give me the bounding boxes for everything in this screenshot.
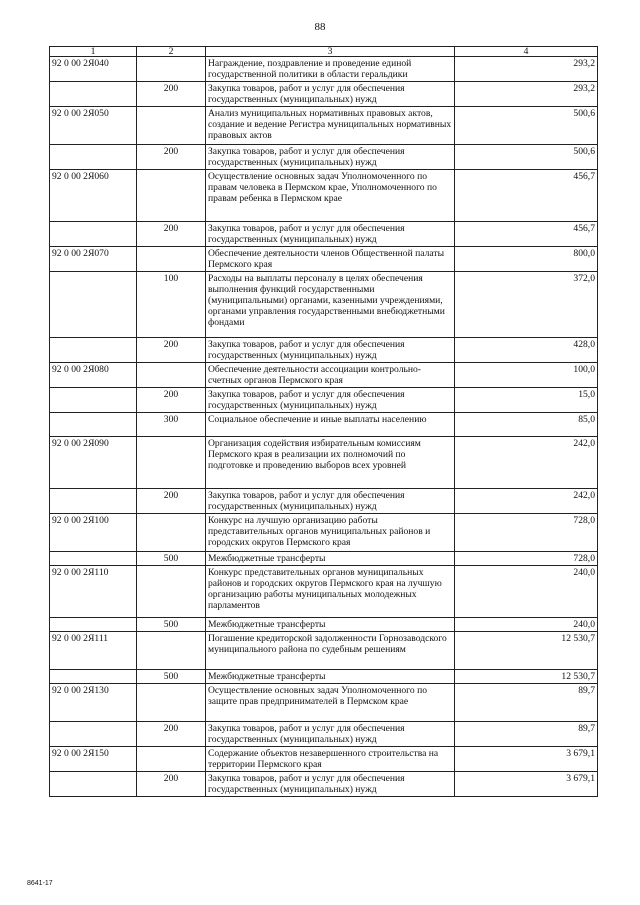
table-row: [50, 272, 598, 338]
table-row: [50, 552, 598, 566]
row-code-cell: 92 0 00 2Я040: [50, 57, 137, 82]
row-type-cell: [137, 57, 206, 82]
row-code-cell: [50, 222, 137, 247]
table-row: [50, 338, 598, 363]
row-type-cell: [137, 632, 206, 670]
table-row: [50, 722, 598, 747]
row-description-cell: Конкурс представительных органов муниципальных районов и городских округов Пермского края на лучшую организацию работы муниципальных молодежных парламентов: [206, 566, 455, 618]
row-type-cell: 200: [137, 722, 206, 747]
row-type-cell: 200: [137, 772, 206, 797]
row-type-cell: [137, 363, 206, 388]
row-code-cell: 92 0 00 2Я080: [50, 363, 137, 388]
table-row: [50, 632, 598, 670]
budget-table: [49, 46, 598, 797]
row-amount-cell: 3 679,1: [455, 747, 598, 772]
row-type-cell: 200: [137, 222, 206, 247]
row-code-cell: [50, 772, 137, 797]
table-row: [50, 413, 598, 437]
row-code-cell: 92 0 00 2Я090: [50, 437, 137, 489]
row-amount-cell: 85,0: [455, 413, 598, 437]
row-type-cell: [137, 514, 206, 552]
table-row: [50, 670, 598, 684]
row-description-cell: Анализ муниципальных нормативных правовых актов, создание и ведение Регистра муниципальных нормативных правовых актов: [206, 107, 455, 145]
row-code-cell: [50, 145, 137, 170]
row-description-cell: Содержание объектов незавершенного строительства на территории Пермского края: [206, 747, 455, 772]
row-type-cell: 200: [137, 388, 206, 413]
row-description-cell: Закупка товаров, работ и услуг для обеспечения государственных (муниципальных) нужд: [206, 388, 455, 413]
header-col-4: 4: [455, 47, 598, 57]
row-amount-cell: 456,7: [455, 170, 598, 222]
table-row: [50, 247, 598, 272]
row-description-cell: Закупка товаров, работ и услуг для обеспечения государственных (муниципальных) нужд: [206, 772, 455, 797]
header-col-3: 3: [206, 47, 455, 57]
row-amount-cell: 240,0: [455, 566, 598, 618]
row-code-cell: [50, 388, 137, 413]
row-description-cell: Обеспечение деятельности ассоциации контрольно-счетных органов Пермского края: [206, 363, 455, 388]
header-col-1: 1: [50, 47, 137, 57]
row-type-cell: [137, 170, 206, 222]
row-description-cell: Межбюджетные трансферты: [206, 552, 455, 566]
row-description-cell: Осуществление основных задач Уполномоченного по защите прав предпринимателей в Пермском крае: [206, 684, 455, 722]
row-description-cell: Социальное обеспечение и иные выплаты населению: [206, 413, 455, 437]
row-type-cell: 200: [137, 338, 206, 363]
row-description-cell: Организация содействия избирательным комиссиям Пермского края в реализации их полномочий по подготовке и проведению выборов всех уровней: [206, 437, 455, 489]
document-code: 8641-17: [27, 880, 53, 887]
row-description-cell: Закупка товаров, работ и услуг для обеспечения государственных (муниципальных) нужд: [206, 722, 455, 747]
table-row: [50, 489, 598, 514]
row-type-cell: 500: [137, 618, 206, 632]
row-code-cell: 92 0 00 2Я111: [50, 632, 137, 670]
table-row: [50, 145, 598, 170]
table-row: [50, 363, 598, 388]
row-type-cell: 100: [137, 272, 206, 338]
row-amount-cell: 3 679,1: [455, 772, 598, 797]
row-amount-cell: 500,6: [455, 107, 598, 145]
row-amount-cell: 15,0: [455, 388, 598, 413]
row-type-cell: [137, 747, 206, 772]
row-amount-cell: 89,7: [455, 722, 598, 747]
row-code-cell: 92 0 00 2Я130: [50, 684, 137, 722]
row-description-cell: Межбюджетные трансферты: [206, 618, 455, 632]
row-code-cell: [50, 618, 137, 632]
row-amount-cell: 242,0: [455, 489, 598, 514]
row-amount-cell: 293,2: [455, 57, 598, 82]
row-amount-cell: 12 530,7: [455, 670, 598, 684]
row-type-cell: [137, 107, 206, 145]
row-description-cell: Закупка товаров, работ и услуг для обеспечения государственных (муниципальных) нужд: [206, 489, 455, 514]
row-amount-cell: 800,0: [455, 247, 598, 272]
table-row: [50, 57, 598, 82]
row-description-cell: Погашение кредиторской задолженности Горнозаводского муниципального района по судебным решениям: [206, 632, 455, 670]
table-row: [50, 170, 598, 222]
row-code-cell: 92 0 00 2Я060: [50, 170, 137, 222]
table-row: [50, 514, 598, 552]
header-col-2: 2: [137, 47, 206, 57]
row-amount-cell: 293,2: [455, 82, 598, 107]
table-row: [50, 566, 598, 618]
row-amount-cell: 500,6: [455, 145, 598, 170]
row-code-cell: [50, 413, 137, 437]
row-code-cell: [50, 489, 137, 514]
row-description-cell: Награждение, поздравление и проведение единой государственной политики в области геральдики: [206, 57, 455, 82]
row-amount-cell: 428,0: [455, 338, 598, 363]
row-description-cell: Конкурс на лучшую организацию работы представительных органов муниципальных районов и городских округов Пермского края: [206, 514, 455, 552]
table-row: [50, 107, 598, 145]
row-description-cell: Межбюджетные трансферты: [206, 670, 455, 684]
row-type-cell: [137, 437, 206, 489]
row-code-cell: [50, 670, 137, 684]
row-description-cell: Обеспечение деятельности членов Общественной палаты Пермского края: [206, 247, 455, 272]
row-description-cell: Закупка товаров, работ и услуг для обеспечения государственных (муниципальных) нужд: [206, 222, 455, 247]
row-type-cell: [137, 247, 206, 272]
row-type-cell: 200: [137, 82, 206, 107]
row-amount-cell: 242,0: [455, 437, 598, 489]
table-row: [50, 222, 598, 247]
row-description-cell: Осуществление основных задач Уполномоченного по правам человека в Пермском крае, Уполномоченного по правам ребенка в Пермском крае: [206, 170, 455, 222]
row-code-cell: [50, 272, 137, 338]
row-description-cell: Закупка товаров, работ и услуг для обеспечения государственных (муниципальных) нужд: [206, 338, 455, 363]
row-type-cell: [137, 684, 206, 722]
row-type-cell: 300: [137, 413, 206, 437]
table-row: [50, 618, 598, 632]
table-row: [50, 747, 598, 772]
row-code-cell: 92 0 00 2Я150: [50, 747, 137, 772]
row-amount-cell: 89,7: [455, 684, 598, 722]
row-code-cell: 92 0 00 2Я100: [50, 514, 137, 552]
row-amount-cell: 240,0: [455, 618, 598, 632]
table-row: [50, 388, 598, 413]
row-description-cell: Закупка товаров, работ и услуг для обеспечения государственных (муниципальных) нужд: [206, 145, 455, 170]
row-amount-cell: 12 530,7: [455, 632, 598, 670]
row-amount-cell: 100,0: [455, 363, 598, 388]
page-number: 88: [314, 21, 326, 33]
row-code-cell: [50, 82, 137, 107]
row-type-cell: 500: [137, 670, 206, 684]
row-amount-cell: 728,0: [455, 552, 598, 566]
row-type-cell: 500: [137, 552, 206, 566]
row-amount-cell: 456,7: [455, 222, 598, 247]
row-code-cell: [50, 338, 137, 363]
table-header-row: [50, 47, 598, 57]
row-amount-cell: 372,0: [455, 272, 598, 338]
row-code-cell: [50, 722, 137, 747]
row-amount-cell: 728,0: [455, 514, 598, 552]
row-type-cell: 200: [137, 145, 206, 170]
row-code-cell: 92 0 00 2Я070: [50, 247, 137, 272]
row-description-cell: Закупка товаров, работ и услуг для обеспечения государственных (муниципальных) нужд: [206, 82, 455, 107]
table-row: [50, 82, 598, 107]
row-type-cell: 200: [137, 489, 206, 514]
table-row: [50, 684, 598, 722]
row-type-cell: [137, 566, 206, 618]
row-code-cell: [50, 552, 137, 566]
row-code-cell: 92 0 00 2Я050: [50, 107, 137, 145]
table-row: [50, 437, 598, 489]
row-description-cell: Расходы на выплаты персоналу в целях обеспечения выполнения функций государственными (муниципальными) органами, казенными учреждениями, органами управления государственными внебюджетными фондами: [206, 272, 455, 338]
row-code-cell: 92 0 00 2Я110: [50, 566, 137, 618]
table-row: [50, 772, 598, 797]
